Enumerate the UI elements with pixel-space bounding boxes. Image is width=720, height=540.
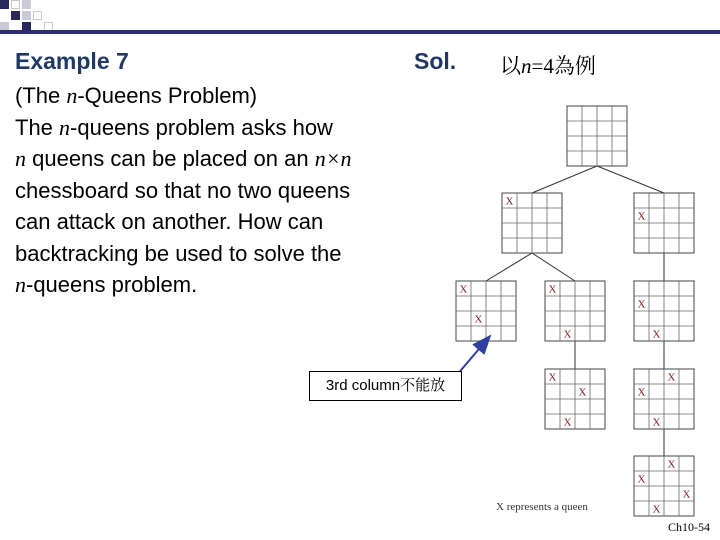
problem-line: (The n-Queens Problem): [15, 83, 258, 108]
queen-mark: X: [637, 386, 646, 399]
queen-mark: X: [505, 195, 514, 208]
problem-line: chessboard so that no two queens: [15, 177, 351, 203]
problem-line: n-queens problem.: [15, 272, 198, 297]
board-solution: [634, 456, 694, 516]
problem-line: The n-queens problem asks how: [15, 114, 333, 140]
board-q1r2-q2r4: [634, 281, 694, 341]
board-q1-row1: [502, 193, 562, 253]
legend-text: X represents a queen: [496, 501, 588, 513]
board-q1r1-q2r4-q3r2: [545, 369, 605, 429]
tree-edge: [486, 253, 532, 281]
board-root: [567, 106, 627, 166]
board-q1-row2: [634, 193, 694, 253]
problem-line: backtracking be used to solve the: [15, 240, 342, 266]
n-example-label: 以n=4為例: [500, 54, 596, 78]
tree-edge: [532, 166, 597, 193]
board-q1r2-q2r4-q3r1: [634, 369, 694, 429]
queen-mark: X: [682, 488, 691, 501]
problem-line: n queens can be placed on an n×n: [15, 146, 352, 171]
callout-box: 3rd column不能放: [309, 371, 462, 401]
queen-mark: X: [548, 283, 557, 296]
tree-edge: [532, 253, 575, 281]
queen-mark: X: [667, 458, 676, 471]
problem-line: can attack on another. How can: [15, 209, 324, 234]
board-q1r1-q2r3: [456, 281, 516, 341]
solution-label: Sol.: [414, 48, 457, 74]
queen-mark: X: [652, 503, 661, 516]
queen-mark: X: [578, 386, 587, 399]
queen-mark: X: [563, 416, 572, 429]
queen-mark: X: [667, 371, 676, 384]
queen-mark: X: [652, 328, 661, 341]
slide-number: Ch10-54: [668, 520, 710, 534]
tree-edge: [597, 166, 664, 193]
queen-mark: X: [637, 210, 646, 223]
callout-arrow: [456, 336, 490, 376]
queen-mark: X: [652, 416, 661, 429]
queen-mark: X: [459, 283, 468, 296]
queen-mark: X: [474, 313, 483, 326]
slide-title: Example 7: [15, 48, 129, 74]
queen-mark: X: [563, 328, 572, 341]
queen-mark: X: [548, 371, 557, 384]
queen-mark: X: [637, 298, 646, 311]
board-q1r1-q2r4: [545, 281, 605, 341]
queen-mark: X: [637, 473, 646, 486]
